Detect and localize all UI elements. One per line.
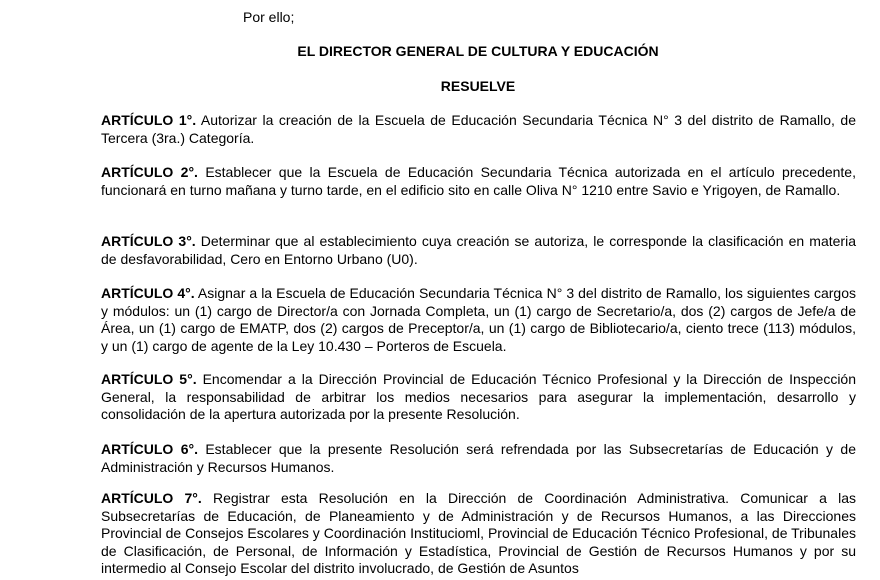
resolves-heading: RESUELVE <box>440 78 516 94</box>
article-7-label: ARTÍCULO 7°. <box>101 490 202 506</box>
article-1 <box>101 112 856 147</box>
article-4 <box>101 285 856 355</box>
article-4-text: Asignar a la Escuela de Educación Secundaria Técnica N° 3 del distrito de Ramallo, los siguientes cargos y módulos: un (1) cargo de Director/a con Jornada Completa, un (1) cargo de Secretario/a, dos (2) cargos de Jefe/a de Área, un (1) cargo de EMATP, dos (2) cargos de Preceptor/a, un (1) cargo de Bibliotecario/a, ciento trece (113) módulos, y un (1) cargo de agente de la Ley 10.430 – Porteros de Escuela. <box>101 285 856 354</box>
article-7 <box>101 490 856 578</box>
article-3-label: ARTÍCULO 3°. <box>101 233 196 249</box>
authority-heading: EL DIRECTOR GENERAL DE CULTURA Y EDUCACIÓN <box>297 43 659 59</box>
article-7-text: Registrar esta Resolución en la Dirección de Coordinación Administrativa. Comunicar a las Subsecretarías de Educación, de Planeamiento y de Administración y de Recursos Humanos, a las Direcciones Provincial de Consejos Escolares y Coordinación Institucioml, Provincial de Educación Técnico Profesional, de Tribunales de Clasificación, de Personal, de Información y Estadística, Provincial de Gestión de Recursos Humanos y por su intermedio al Consejo Escolar del distrito involucrado, de Gestión de Asuntos <box>101 490 856 576</box>
article-1-text: Autorizar la creación de la Escuela de Educación Secundaria Técnica N° 3 del distrito de Ramallo, de Tercera (3ra.) Categoría. <box>101 112 856 146</box>
article-2 <box>101 164 856 199</box>
article-3 <box>101 233 856 268</box>
intro-text: Por ello; <box>243 9 295 25</box>
article-6-label: ARTÍCULO 6°. <box>101 441 198 457</box>
article-2-label: ARTÍCULO 2°. <box>101 164 198 180</box>
article-1-label: ARTÍCULO 1°. <box>101 112 197 128</box>
article-5-text: Encomendar a la Dirección Provincial de Educación Técnico Profesional y la Dirección de Inspección General, la responsabilidad de arbitrar los medios necesarios para asegurar la implementación, desarrollo y consolidación de la apertura autorizada por la presente Resolución. <box>101 371 857 422</box>
article-4-label: ARTÍCULO 4°. <box>101 285 195 301</box>
article-6 <box>101 441 856 476</box>
article-6-text: Establecer que la presente Resolución será refrendada por las Subsecretarías de Educación y de Administración y Recursos Humanos. <box>101 441 856 475</box>
article-5-label: ARTÍCULO 5°. <box>101 371 197 387</box>
article-3-text: Determinar que al establecimiento cuya creación se autoriza, le corresponde la clasificación en materia de desfavorabilidad, Cero en Entorno Urbano (U0). <box>101 233 856 267</box>
article-5 <box>101 371 856 424</box>
article-2-text: Establecer que la Escuela de Educación Secundaria Técnica autorizada en el artículo precedente, funcionará en turno mañana y turno tarde, en el edificio sito en calle Oliva N° 1210 entre Savio e Yrigoyen, de Ramallo. <box>101 164 856 198</box>
